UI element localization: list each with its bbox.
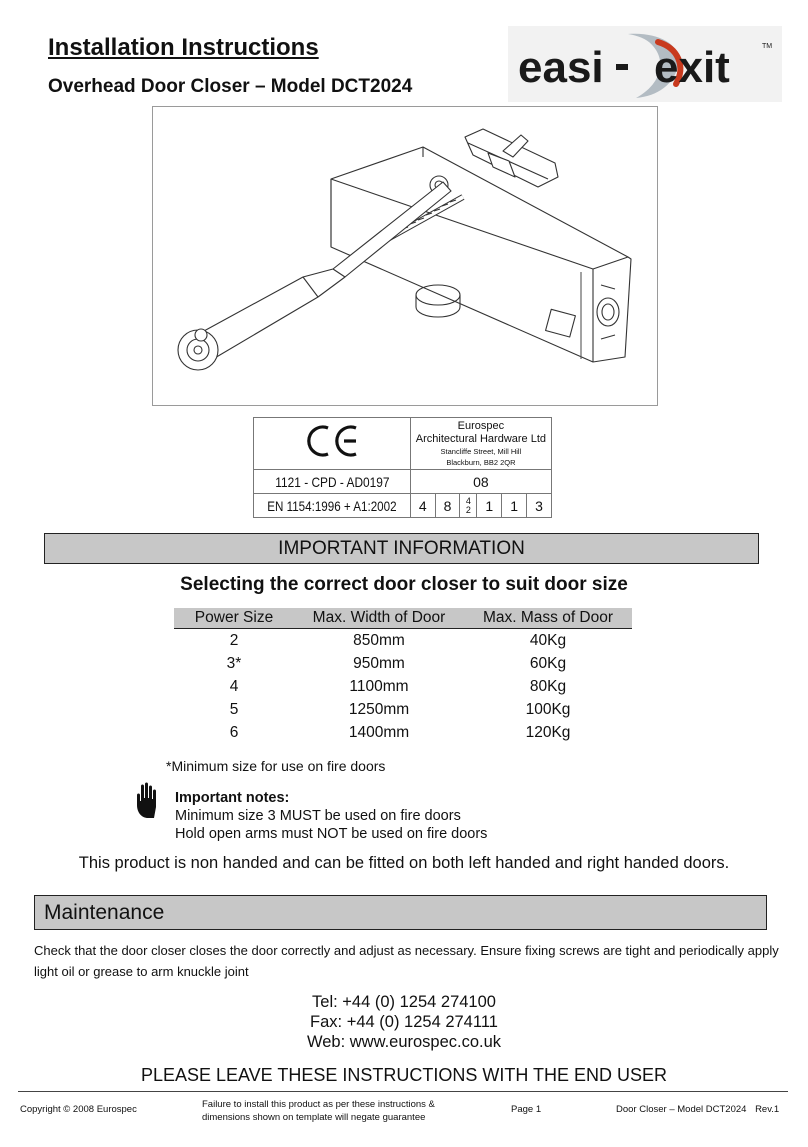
table-row	[174, 629, 632, 653]
header-max-width: Max. Width of Door	[294, 608, 464, 629]
footer-warning-line: dimensions shown on template will negate guarantee	[202, 1112, 426, 1123]
footer-doc-ref: Door Closer – Model DCT2024	[616, 1104, 747, 1115]
code-cell: 8	[435, 494, 460, 518]
logo-text-right: exit	[654, 43, 730, 92]
footer-warning-line: Failure to install this product as per these instructions &	[202, 1099, 435, 1110]
ce-mark-cell	[254, 418, 411, 470]
cert-standard	[254, 494, 411, 518]
table-header-row	[174, 608, 632, 629]
table-row	[174, 652, 632, 675]
mass-cell: 120Kg	[525, 723, 571, 741]
power-size-cell: 6	[229, 723, 239, 741]
footer-document-reference	[616, 1104, 779, 1115]
mass-cell: 80Kg	[529, 677, 567, 695]
contact-web: Web: www.eurospec.co.uk	[306, 1033, 502, 1051]
table-row	[174, 675, 632, 698]
leave-instructions-notice: PLEASE LEAVE THESE INSTRUCTIONS WITH THE END USER	[140, 1065, 668, 1085]
address-line2: Blackburn, BB2 2QR	[446, 457, 516, 467]
code-cell: 1	[477, 494, 502, 518]
footer-revision: Rev.1	[755, 1104, 780, 1115]
cert-year: 08	[410, 470, 551, 494]
logo-graphic	[508, 26, 782, 102]
width-cell: 1250mm	[348, 700, 410, 718]
width-cell: 1100mm	[349, 677, 409, 695]
header-power-size: Power Size	[174, 608, 294, 629]
table-row	[174, 698, 632, 721]
code-cell: 1	[502, 494, 527, 518]
power-size-cell: 4	[229, 677, 239, 695]
easi-exit-logo	[508, 26, 782, 102]
company-name-line2: Architectural Hardware Ltd	[415, 432, 547, 445]
code-cell: 3	[527, 494, 552, 518]
footer-copyright: Copyright © 2008 Eurospec	[20, 1104, 137, 1115]
power-size-cell: 3*	[226, 654, 242, 672]
important-note-line: Minimum size 3 MUST be used on fire doors	[175, 808, 461, 824]
minimum-size-note: *Minimum size for use on fire doors	[166, 758, 386, 774]
mass-cell: 100Kg	[525, 700, 571, 718]
logo-text-left: easi	[518, 43, 604, 92]
code-cell: 4	[410, 494, 435, 518]
power-size-cell: 5	[229, 700, 239, 718]
selecting-heading: Selecting the correct door closer to suit door size	[180, 574, 628, 595]
important-information-heading: IMPORTANT INFORMATION	[44, 533, 759, 564]
mass-cell: 60Kg	[529, 654, 567, 672]
contact-fax: Fax: +44 (0) 1254 274111	[310, 1013, 498, 1031]
address-line1: Stancliffe Street, Mill Hill	[440, 446, 522, 456]
door-size-table	[174, 608, 632, 744]
cert-number: 1121 - CPD - AD0197	[265, 470, 398, 494]
code-cell-stacked	[460, 494, 477, 518]
width-cell: 950mm	[353, 654, 405, 672]
non-handed-statement: This product is non handed and can be fitted on both left handed and right handed doors.	[78, 854, 730, 872]
company-name: Eurospec	[457, 419, 505, 432]
footer-warning	[202, 1098, 435, 1124]
maintenance-text: Check that the door closer closes the door correctly and adjust as necessary. Ensure fixing screws are tight and periodically apply light oil or grease to arm knuckle joint	[34, 943, 779, 979]
mass-cell: 40Kg	[529, 631, 567, 649]
important-note-line: Hold open arms must NOT be used on fire doors	[175, 826, 488, 842]
ce-certification-table	[253, 417, 552, 518]
footer-divider	[18, 1091, 788, 1092]
maintenance-heading	[34, 895, 767, 930]
power-size-cell: 2	[229, 631, 239, 649]
table-row	[174, 721, 632, 744]
width-cell: 850mm	[353, 631, 405, 649]
important-notes-heading: Important notes:	[175, 790, 290, 806]
page-subtitle: Overhead Door Closer – Model DCT2024	[48, 76, 413, 97]
ce-mark-icon	[302, 423, 362, 459]
page-title: Installation Instructions	[48, 34, 319, 61]
logo-tm: TM	[762, 43, 773, 50]
contact-telephone: Tel: +44 (0) 1254 274100	[312, 993, 496, 1011]
code-stacked-bottom: 2	[465, 504, 471, 515]
header-max-mass: Max. Mass of Door	[464, 608, 632, 629]
width-cell: 1400mm	[348, 723, 410, 741]
manufacturer-cell	[410, 418, 551, 470]
code-stacked-top: 4	[465, 495, 471, 506]
hand-warning-icon	[134, 781, 160, 821]
footer-page-number: Page 1	[511, 1104, 542, 1115]
maintenance-heading-text: Maintenance	[44, 901, 165, 924]
cert-standard-text: EN 1154:1996 + A1:2002	[267, 497, 397, 514]
door-closer-illustration	[152, 106, 658, 406]
